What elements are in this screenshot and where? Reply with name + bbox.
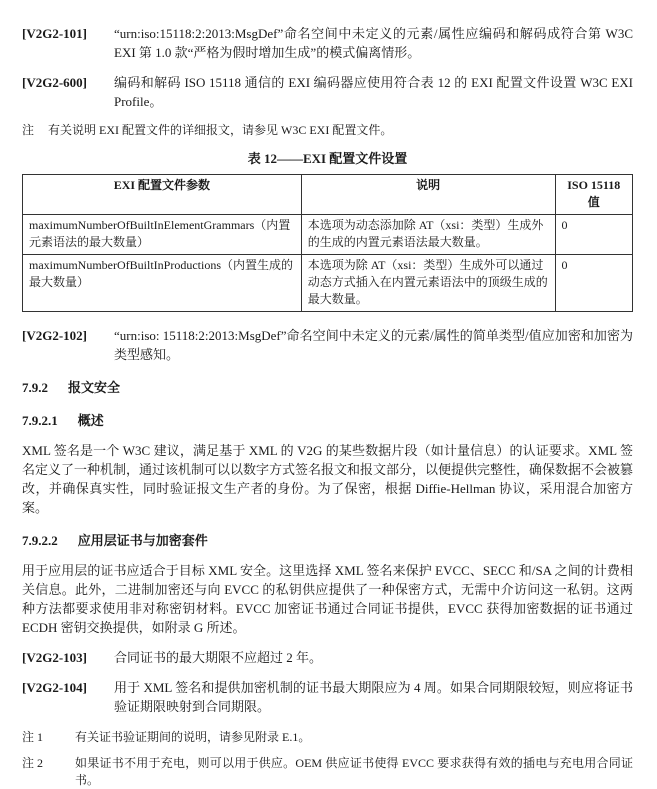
table-header-row — [23, 175, 633, 215]
table-row — [23, 215, 633, 255]
table-row — [23, 255, 633, 312]
note-text: 有关证书验证期间的说明，请参见附录 E.1。 — [75, 730, 311, 744]
cell-desc: 本选项为除 AT（xsi：类型）生成外可以通过动态方式插入在内置元素语法中的顶级生成的最大数量。 — [301, 255, 555, 312]
requirement-v2g2-101 — [22, 24, 633, 62]
note-label: 注 2 — [22, 756, 44, 770]
requirement-tag: [V2G2-103] — [22, 650, 87, 665]
table-caption: 表 12——EXI 配置文件设置 — [247, 151, 408, 166]
section-title: 报文安全 — [68, 380, 121, 395]
requirement-v2g2-600 — [22, 73, 633, 111]
section-number: 7.9.2.1 — [22, 413, 58, 428]
requirement-tag: [V2G2-600] — [22, 75, 87, 90]
cell-param: maximumNumberOfBuiltInElementGrammars（内置元素语法的最大数量） — [23, 215, 302, 255]
section-number: 7.9.2 — [22, 380, 48, 395]
section-title: 应用层证书与加密套件 — [77, 533, 208, 548]
paragraph-certificates: 用于应用层的证书应适合于目标 XML 安全。这里选择 XML 签名来保护 EVCC、SECC 和/SA 之间的计费相关信息。此外，二进制加密还与向 EVCC 的私钥供应提供了一种保密方式，无需中介访问这一私钥。这两种方法都要求使用非对称密钥材料。EVCC 加密证书通过合同证书提供，EVCC 获得加密数据的证书通过 ECDH 密钥交换提供，如附录 G 所述。 — [22, 563, 633, 635]
note-text: 如果证书不用于充电，则可以用于供应。OEM 供应证书使得 EVCC 要求获得有效的插电与充电用合同证书。 — [75, 756, 633, 787]
section-heading-7-9-2-2 — [22, 531, 633, 550]
requirement-text: 用于 XML 签名和提供加密机制的证书最大期限应为 4 周。如果合同期限较短，则应将证书验证期限映射到合同期限。 — [114, 680, 633, 714]
requirement-tag: [V2G2-101] — [22, 26, 87, 41]
column-header-value: ISO 15118 值 — [555, 175, 632, 215]
section-heading-7-9-2-1 — [22, 411, 633, 430]
paragraph-overview: XML 签名是一个 W3C 建议，满足基于 XML 的 V2G 的某些数据片段（如计量信息）的认证要求。XML 签名定义了一种机制，通过该机制可以以数字方式签名报文和报文部分，以便提供完整性，确保数据不会被篡改，并确保真实性，同时验证报文生产者的身份。为了保密，根据 Diffie-Hellman 协议，采用混合加密方案。 — [22, 443, 634, 515]
note-label: 注 — [22, 123, 35, 137]
cell-value: 0 — [555, 215, 632, 255]
section-heading-7-9-2 — [22, 378, 633, 397]
section-number: 7.9.2.2 — [22, 533, 58, 548]
note-text: 有关说明 EXI 配置文件的详细报文，请参见 W3C EXI 配置文件。 — [48, 123, 393, 137]
requirement-tag: [V2G2-102] — [22, 328, 87, 343]
column-header-desc: 说明 — [301, 175, 555, 215]
note-exi-profile — [22, 122, 633, 139]
section-title: 概述 — [77, 413, 104, 428]
column-header-param: EXI 配置文件参数 — [23, 175, 302, 215]
note-label: 注 1 — [22, 730, 44, 744]
note-1 — [22, 729, 633, 746]
requirement-text: 编码和解码 ISO 15118 通信的 EXI 编码器应使用符合表 12 的 EXI 配置文件设置 W3C EXI Profile。 — [114, 75, 633, 109]
requirement-v2g2-102 — [22, 326, 633, 364]
requirement-v2g2-104 — [22, 678, 633, 716]
cell-value: 0 — [555, 255, 632, 312]
requirement-text: “urn:iso:15118:2:2013:MsgDef”命名空间中未定义的元素/属性应编码和解码成符合第 W3C EXI 第 1.0 款“严格为假时增加生成”的模式偏离情形。 — [114, 26, 633, 60]
requirement-v2g2-103 — [22, 648, 633, 667]
note-2 — [22, 755, 633, 789]
requirement-text: 合同证书的最大期限不应超过 2 年。 — [114, 650, 323, 665]
requirement-text: “urn:iso: 15118:2:2013:MsgDef”命名空间中未定义的元素/属性的简单类型/值应加密和加密为类型感知。 — [114, 328, 633, 362]
requirement-tag: [V2G2-104] — [22, 680, 87, 695]
cell-desc: 本选项为动态添加除 AT（xsi：类型）生成外的生成的内置元素语法最大数量。 — [301, 215, 555, 255]
exi-profile-settings-table — [22, 174, 633, 312]
cell-param: maximumNumberOfBuiltInProductions（内置生成的最大数量） — [23, 255, 302, 312]
